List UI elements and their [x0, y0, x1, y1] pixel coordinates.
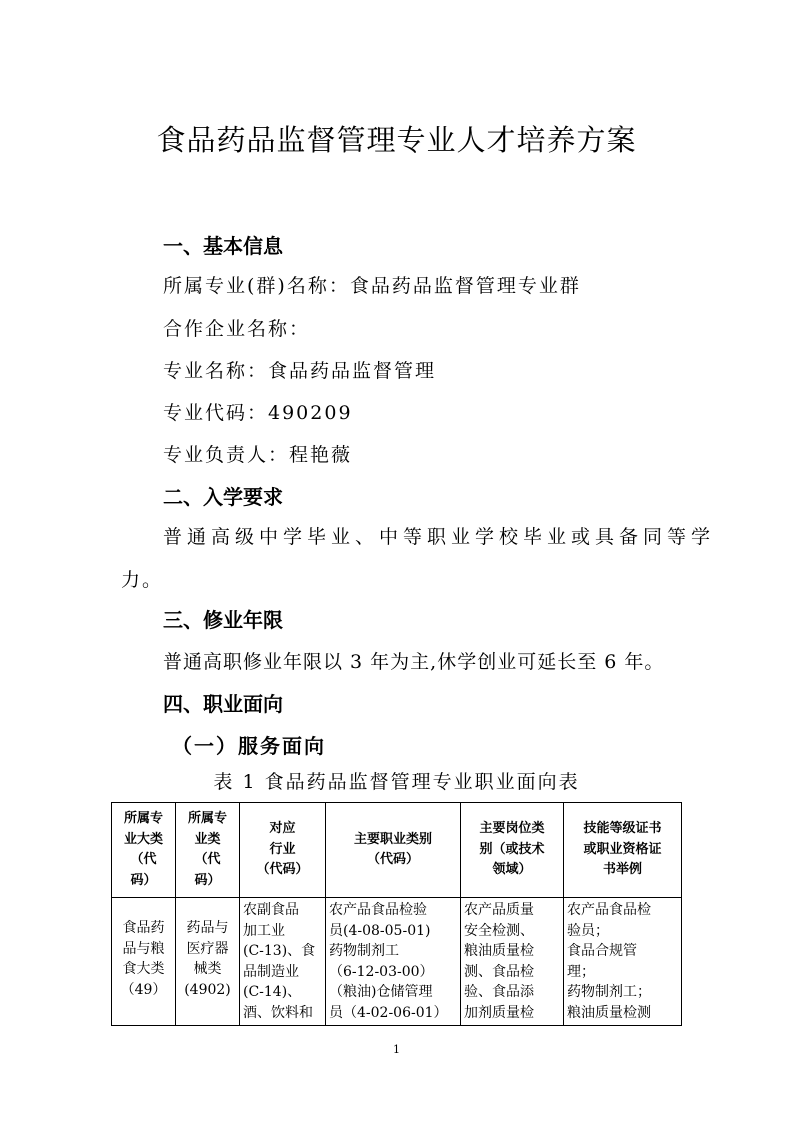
cell-major-class: 药品与 医疗器 械类 (4902) [176, 898, 240, 1026]
table-header-row [112, 803, 682, 898]
paragraph-admission-line1: 普通高级中学毕业、中等职业学校毕业或具备同等学 [163, 526, 716, 548]
subsection-heading-service: （一）服务面向 [172, 734, 326, 758]
cell-industry: 农副食品 加工业 (C-13)、食 品制造业 (C-14)、 酒、饮料和 [240, 898, 326, 1026]
paragraph-major-name: 专业名称：食品药品监督管理 [163, 360, 437, 382]
section-heading-duration: 三、修业年限 [163, 608, 283, 632]
cell-major-category: 食品药 品与粮 食大类 （49） [112, 898, 176, 1026]
header-position: 主要岗位类 别（或技术 领域） [461, 803, 564, 898]
section-heading-basic-info: 一、基本信息 [163, 234, 283, 258]
cell-position: 农产品质量 安全检测、 粮油质量检 测、食品检 验、食品添 加剂质量检 [461, 898, 564, 1026]
header-industry: 对应 行业 （代码） [240, 803, 326, 898]
paragraph-major-leader: 专业负责人：程艳薇 [163, 444, 353, 466]
paragraph-major-code: 专业代码：490209 [163, 402, 353, 424]
header-occupation: 主要职业类别 （代码） [326, 803, 461, 898]
table-caption: 表 1 食品药品监督管理专业职业面向表 [213, 771, 580, 793]
career-table [111, 802, 682, 1026]
paragraph-admission-line2: 力。 [121, 569, 164, 591]
document-title: 食品药品监督管理专业人才培养方案 [156, 123, 637, 157]
section-heading-career: 四、职业面向 [163, 692, 283, 716]
section-heading-admission: 二、入学要求 [163, 485, 283, 509]
paragraph-partner-company: 合作企业名称： [163, 318, 311, 340]
header-certificate: 技能等级证书 或职业资格证 书举例 [564, 803, 682, 898]
page-number: 1 [393, 1043, 400, 1056]
paragraph-duration: 普通高职修业年限以 3 年为主,休学创业可延长至 6 年。 [163, 651, 665, 673]
table-row [112, 898, 682, 1026]
header-major-class: 所属专 业类 （代 码） [176, 803, 240, 898]
cell-occupation: 农产品食品检验 员(4-08-05-01) 药物制剂工 （6-12-03-00） （粮油)仓储管理 员（4-02-06-01） [326, 898, 461, 1026]
paragraph-major-group: 所属专业(群)名称：食品药品监督管理专业群 [163, 275, 581, 297]
cell-certificate: 农产品食品检 验员； 食品合规管 理； 药物制剂工； 粮油质量检测 [564, 898, 682, 1026]
header-major-category: 所属专 业大类 （代 码） [112, 803, 176, 898]
